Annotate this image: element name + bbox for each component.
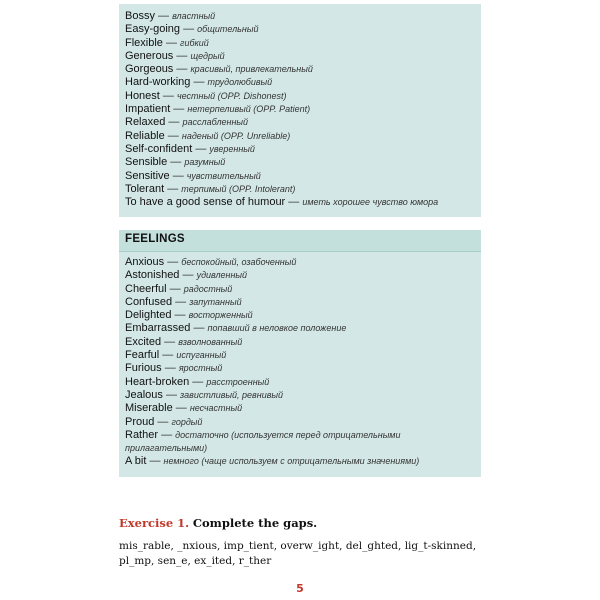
vocab-word: Gorgeous (125, 63, 174, 76)
vocab-item: Sensible — разумный (125, 156, 226, 169)
vocab-item: Furious — яростный (125, 362, 223, 375)
vocab-translation: несчастный (189, 403, 243, 414)
vocab-item: Miserable — несчастный (125, 402, 243, 415)
page-number: 5 (296, 582, 304, 595)
personality-vocab-box (119, 4, 481, 217)
vocab-item: Heart-broken — расстроенный (125, 375, 270, 388)
vocab-translation: разумный (184, 157, 226, 168)
section-heading: FEELINGS (119, 230, 481, 252)
vocab-translation: гибкий (180, 37, 209, 48)
exercise-label: Exercise 1. (119, 516, 190, 530)
vocab-item: Flexible — гибкий (125, 36, 209, 49)
vocab-item: Jealous — завистливый, ревнивый (125, 388, 284, 401)
vocab-item: Excited — взволнованный (125, 335, 243, 348)
vocab-translation: удивленный (196, 270, 248, 281)
vocab-word: To have a good sense of humour (125, 196, 286, 209)
vocab-translation: запутанный (189, 296, 242, 307)
vocab-item: Generous — щедрый (125, 49, 225, 62)
vocab-word: Miserable (125, 402, 173, 415)
vocab-word: Confused (125, 295, 173, 308)
vocab-translation: наденый (OPP. Unreliable) (181, 130, 291, 141)
vocab-translation: уверенный (209, 143, 255, 154)
vocab-translation: иметь хорошее чувство юмора (302, 197, 439, 208)
exercise-heading (119, 516, 317, 530)
vocab-item: Confused — запутанный (125, 295, 242, 308)
vocab-word: Easy-going (125, 23, 181, 36)
vocab-item: Fearful — испуганный (125, 349, 227, 362)
vocab-translation: расстроенный (206, 376, 270, 387)
vocab-item: Sensitive — чувствительный (125, 169, 261, 182)
exercise-gaps-text: mis_rable, _nxious, imp_tient, overw_ight, del_ghted, lig_t-skinned, pl_mp, sen_e, ex_ited, r_ther (119, 540, 477, 567)
vocab-item: Self-confident — уверенный (125, 142, 255, 155)
vocab-translation: восторженный (188, 310, 253, 321)
vocab-item: Reliable — наденый (OPP. Unreliable) (125, 129, 291, 142)
vocab-translation: красивый, привлекательный (190, 64, 313, 75)
vocab-word: Sensitive (125, 169, 170, 182)
vocab-translation: трудолюбивый (207, 77, 273, 88)
vocab-word: Bossy (125, 10, 155, 22)
vocab-word: Jealous (125, 388, 163, 401)
vocab-item: A bit — немного (чаще используем с отрицательными значениями) (125, 455, 420, 468)
vocab-item: Hard-working — трудолюбивый (125, 76, 273, 89)
vocab-item: Embarrassed — попавший в неловкое положение (125, 322, 347, 335)
vocab-item: Easy-going — общительный (125, 23, 259, 36)
vocab-item: Honest — честный (OPP. Dishonest) (125, 89, 287, 102)
vocab-translation: общительный (197, 24, 259, 35)
vocab-item: Gorgeous — красивый, привлекательный (125, 63, 313, 76)
vocab-translation: радостный (183, 283, 233, 294)
vocab-translation: яростный (178, 363, 223, 374)
vocab-translation: щедрый (190, 50, 225, 61)
vocab-word: Delighted (125, 309, 172, 322)
vocab-translation: властный (172, 11, 216, 21)
exercise-title: Complete the gaps. (192, 516, 318, 530)
vocab-word: Flexible (125, 36, 163, 49)
vocab-word: Hard-working (125, 76, 191, 89)
vocab-word: Reliable (125, 129, 165, 142)
vocab-item: Anxious — беспокойный, озабоченный (125, 256, 297, 268)
vocab-word: Embarrassed (125, 322, 191, 335)
feelings-list (119, 252, 481, 469)
vocab-item: Tolerant — терпимый (OPP. Intolerant) (125, 182, 296, 195)
vocab-word: Anxious (125, 256, 165, 268)
vocab-item: Astonished — удивленный (125, 269, 248, 282)
vocab-word: Furious (125, 362, 162, 375)
vocab-word: Rather (125, 428, 159, 441)
vocab-translation: попавший в неловкое положение (207, 323, 347, 334)
vocab-word: Generous (125, 49, 174, 62)
vocab-word: Relaxed (125, 116, 166, 129)
vocab-word: Fearful (125, 349, 160, 362)
vocab-word: Impatient (125, 103, 171, 116)
vocab-word: Self-confident (125, 142, 193, 155)
vocab-translation: чувствительный (186, 170, 261, 181)
vocab-translation: терпимый (OPP. Intolerant) (181, 183, 296, 194)
vocab-item: Rather — достаточно (используется перед отрицательными прилагательными) (125, 428, 401, 454)
vocab-item: To have a good sense of humour — иметь хорошее чувство юмора (125, 196, 439, 209)
personality-list (125, 10, 481, 209)
vocab-item: Delighted — восторженный (125, 309, 253, 322)
vocab-translation: честный (OPP. Dishonest) (176, 90, 287, 101)
vocab-word: Astonished (125, 269, 180, 282)
vocab-translation: завистливый, ревнивый (180, 389, 284, 400)
vocab-translation: нетерпеливый (OPP. Patient) (187, 104, 311, 115)
vocab-translation: беспокойный, озабоченный (181, 257, 297, 267)
vocab-item: Proud — гордый (125, 415, 203, 428)
vocab-word: Cheerful (125, 282, 167, 295)
vocab-item: Cheerful — радостный (125, 282, 233, 295)
vocab-word: Sensible (125, 156, 168, 169)
vocab-translation: гордый (171, 416, 203, 427)
vocab-word: Tolerant (125, 182, 165, 195)
vocab-translation: расслабленный (182, 117, 249, 128)
vocab-word: Heart-broken (125, 375, 190, 388)
vocab-word: Honest (125, 89, 160, 102)
vocab-translation: достаточно (используется перед отрицательными прилагательными) (125, 429, 401, 454)
feelings-vocab-box (119, 230, 481, 477)
vocab-item: Relaxed — расслабленный (125, 116, 249, 129)
vocab-word: Proud (125, 415, 155, 428)
vocab-item: Impatient — нетерпеливый (OPP. Patient) (125, 103, 311, 116)
vocab-item: Bossy — властный (125, 10, 216, 22)
vocab-word: Excited (125, 335, 162, 348)
vocab-translation: немного (чаще используем с отрицательными значениями) (163, 456, 420, 467)
vocab-word: A bit (125, 455, 147, 468)
vocab-translation: испуганный (176, 350, 227, 361)
vocab-translation: взволнованный (178, 336, 243, 347)
